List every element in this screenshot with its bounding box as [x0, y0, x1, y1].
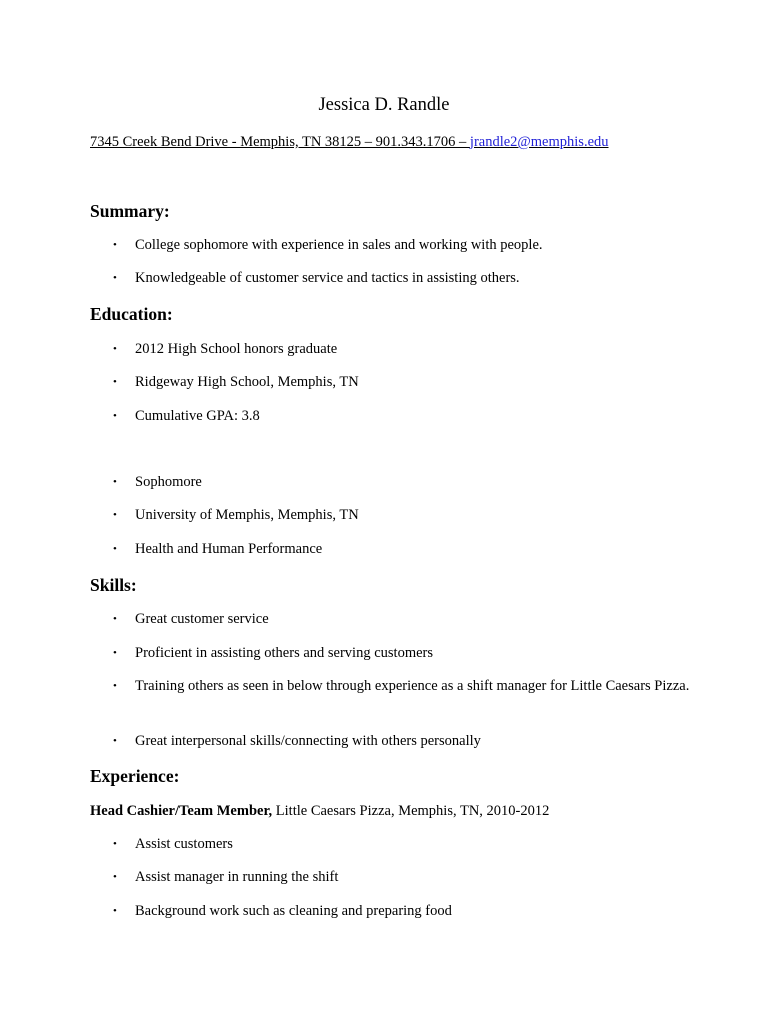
skills-item-text: Proficient in assisting others and serving customers — [135, 645, 434, 661]
summary-heading: Summary: — [90, 201, 170, 221]
experience-item — [90, 833, 710, 856]
bullet-icon: • — [113, 543, 117, 555]
email-link[interactable]: jrandle2@memphis.edu — [469, 134, 609, 150]
education-item — [90, 371, 710, 394]
skills-heading: Skills: — [90, 575, 137, 595]
summary-item-text: Knowledgeable of customer service and tactics in assisting others. — [135, 270, 520, 286]
bullet-icon: • — [113, 905, 117, 917]
skills-item — [90, 675, 710, 698]
skills-item-text: Training others as seen in below through experience as a shift manager for Little Caesars Pizza. — [135, 678, 690, 694]
skills-item — [90, 608, 710, 631]
education-item-text: Cumulative GPA: 3.8 — [135, 408, 260, 424]
skills-item-text: Great interpersonal skills/connecting with others personally — [135, 733, 481, 749]
contact-details: 7345 Creek Bend Drive - Memphis, TN 38125 – 901.343.1706 – — [90, 134, 470, 150]
bullet-icon: • — [113, 838, 117, 850]
experience-heading: Experience: — [90, 766, 180, 786]
bullet-icon: • — [113, 735, 117, 747]
experience-item-text: Assist manager in running the shift — [135, 869, 339, 885]
skills-item-text: Great customer service — [135, 611, 269, 627]
education-item — [90, 338, 710, 361]
bullet-icon: • — [113, 239, 117, 251]
job-title: Head Cashier/Team Member, — [90, 803, 273, 819]
bullet-icon: • — [113, 343, 117, 355]
bullet-icon: • — [113, 647, 117, 659]
experience-item — [90, 900, 710, 923]
education-item-text: Ridgeway High School, Memphis, TN — [135, 374, 359, 390]
skills-item — [90, 730, 710, 753]
resume-name: Jessica D. Randle — [318, 95, 450, 115]
summary-item — [90, 234, 710, 257]
skills-item — [90, 642, 710, 665]
bullet-icon: • — [113, 509, 117, 521]
bullet-icon: • — [113, 272, 117, 284]
bullet-icon: • — [113, 410, 117, 422]
bullet-icon: • — [113, 476, 117, 488]
education-item-text: University of Memphis, Memphis, TN — [135, 507, 359, 523]
summary-item — [90, 267, 710, 290]
education-item — [90, 471, 710, 494]
education-item-text: 2012 High School honors graduate — [135, 341, 338, 357]
bullet-icon: • — [113, 871, 117, 883]
summary-item-text: College sophomore with experience in sales and working with people. — [135, 237, 543, 253]
experience-item-text: Background work such as cleaning and preparing food — [135, 903, 452, 919]
education-item — [90, 504, 710, 527]
bullet-icon: • — [113, 680, 117, 692]
experience-item-text: Assist customers — [135, 836, 233, 852]
education-heading: Education: — [90, 304, 173, 324]
bullet-icon: • — [113, 613, 117, 625]
education-item-text: Health and Human Performance — [135, 541, 323, 557]
experience-item — [90, 866, 710, 889]
job-line — [90, 800, 549, 822]
contact-line — [90, 133, 609, 151]
education-item-text: Sophomore — [135, 474, 202, 490]
bullet-icon: • — [113, 376, 117, 388]
education-item — [90, 538, 710, 561]
education-item — [90, 405, 710, 428]
job-details: Little Caesars Pizza, Memphis, TN, 2010-2012 — [272, 803, 550, 819]
